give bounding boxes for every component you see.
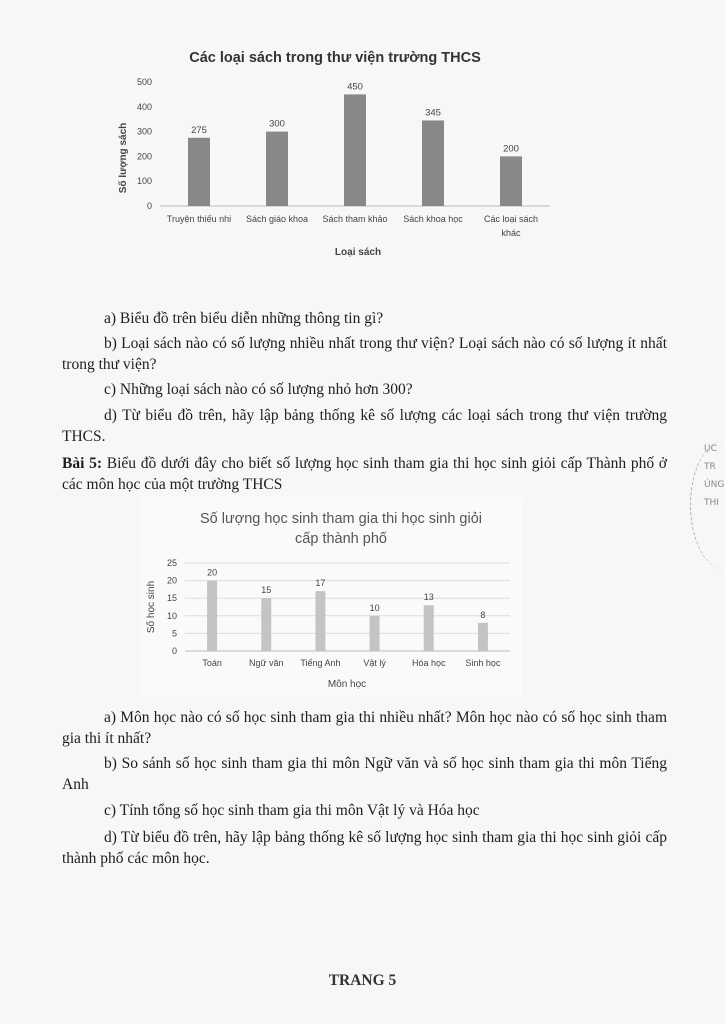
x-tick-label: Vật lý [363, 658, 386, 668]
y-tick-label: 0 [146, 201, 152, 211]
bar [424, 605, 434, 651]
y-tick-label: 10 [166, 610, 177, 621]
data-label: 13 [423, 592, 434, 603]
data-label: 8 [480, 609, 486, 620]
bar [370, 616, 380, 651]
x-tick-label: Sách khoa học [403, 214, 463, 224]
x-tick-label: Truyện thiếu nhi [166, 214, 232, 224]
y-axis-title: Số học sinh [146, 580, 157, 634]
question-1d: d) Từ biểu đồ trên, hãy lập bảng thống kê số lượng các loại sách trong thư viện trường THCS. [62, 407, 667, 445]
bar [422, 120, 444, 206]
exercise-5-text: Biểu đồ dưới đây cho biết số lượng học sinh tham gia thi học sinh giỏi cấp Thành phố ở các môn học của một trường THCS [62, 455, 668, 493]
data-label: 345 [425, 107, 441, 119]
bar [500, 156, 522, 206]
question-2a: a) Môn học nào có số học sinh tham gia thi nhiều nhất? Môn học nào có số học sinh tham gia thi ít nhất? [62, 709, 667, 747]
library-books-chart-svg [100, 38, 570, 270]
data-label: 17 [315, 578, 326, 589]
question-1c: c) Những loại sách nào có số lượng nhỏ hơn 300? [104, 381, 413, 398]
x-axis-title: Môn học [327, 679, 367, 690]
y-tick-label: 0 [171, 646, 177, 656]
data-label: 450 [347, 81, 363, 93]
x-tick-label: Hóa học [411, 658, 446, 668]
y-axis-title: Số lượng sách [118, 122, 129, 194]
y-tick-label: 200 [136, 151, 152, 162]
exercise-5-intro [62, 453, 667, 495]
data-label: 300 [269, 118, 285, 130]
question-2d: d) Từ biểu đồ trên, hãy lập bảng thống kê số lượng học sinh tham gia thi học sinh giỏi cấp thành phố các môn học. [62, 829, 667, 867]
bar [266, 132, 288, 206]
x-tick-label: Toán [202, 658, 222, 668]
competition-students-chart-svg [140, 497, 522, 697]
data-label: 275 [191, 124, 207, 136]
data-label: 15 [261, 585, 272, 596]
x-tick-label: Sinh học [465, 658, 501, 668]
y-tick-label: 400 [136, 101, 152, 112]
data-label: 200 [503, 143, 519, 155]
data-label: 10 [369, 602, 380, 613]
x-tick-label: Ngữ văn [248, 658, 284, 668]
y-tick-label: 25 [166, 558, 177, 568]
y-tick-label: 500 [136, 77, 152, 87]
chart-title: Số lượng học sinh tham gia thi học sinh giỏi [200, 511, 482, 527]
data-label: 20 [207, 567, 218, 578]
bar [315, 591, 325, 651]
stamp-text-2: TR [704, 462, 716, 472]
chart-title: cấp thành phố [295, 531, 387, 547]
x-tick-label: Tiếng Anh [300, 658, 341, 668]
question-2c: c) Tính tổng số học sinh tham gia thi môn Vật lý và Hóa học [104, 802, 480, 819]
bar [344, 94, 366, 206]
x-tick-label: Sách tham khảo [322, 214, 388, 224]
y-tick-label: 5 [171, 628, 177, 639]
y-tick-label: 300 [136, 126, 152, 137]
question-2b: b) So sánh số học sinh tham gia thi môn Ngữ văn và số học sinh tham gia thi môn Tiếng Anh [62, 755, 667, 793]
bar [207, 581, 217, 651]
y-tick-label: 100 [136, 176, 152, 187]
competition-students-chart [140, 497, 522, 697]
question-1b: b) Loại sách nào có số lượng nhiều nhất trong thư viện? Loại sách nào có số lượng ít nhất trong thư viện? [62, 335, 667, 373]
chart-title: Các loại sách trong thư viện trường THCS [189, 50, 481, 66]
y-tick-label: 15 [166, 593, 177, 604]
library-books-chart [100, 38, 570, 270]
stamp-text-1: ỤC [704, 444, 717, 454]
x-axis-title: Loại sách [334, 247, 382, 258]
bar [261, 598, 271, 651]
bar [188, 138, 210, 206]
question-1a: a) Biểu đồ trên biểu diễn những thông tin gì? [104, 310, 384, 327]
y-tick-label: 20 [166, 575, 177, 586]
stamp-text-4: THI [704, 498, 719, 508]
x-tick-label: khác [501, 228, 521, 238]
exercise-5-label: Bài 5: [62, 455, 103, 472]
x-tick-label: Các loại sách [483, 214, 539, 224]
page-footer: TRANG 5 [328, 972, 397, 989]
x-tick-label: Sách giáo khoa [245, 214, 309, 224]
bar [478, 623, 488, 651]
stamp-fragment [690, 440, 725, 580]
stamp-text-3: ÚNG [704, 480, 725, 490]
